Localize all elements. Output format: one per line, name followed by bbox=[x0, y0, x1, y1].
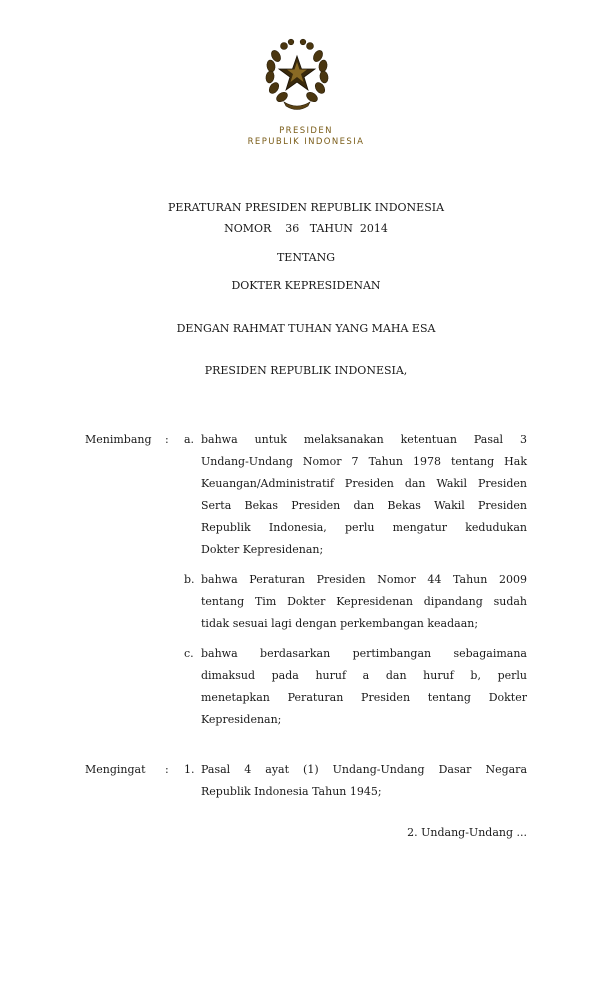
menimbang-item-c-marker: c. bbox=[184, 647, 194, 660]
menimbang-item-b-line: tentang Tim Dokter Kepresidenan dipandang sudah bbox=[201, 595, 527, 608]
menimbang-item-a-line: Serta Bekas Presiden dan Bekas Wakil Presiden bbox=[201, 499, 527, 512]
menimbang-item-c-line: bahwa berdasarkan pertimbangan sebagaimana bbox=[201, 647, 527, 660]
menimbang-item-b bbox=[201, 569, 527, 635]
menimbang-item-b-marker: b. bbox=[184, 573, 195, 586]
mengingat-colon: : bbox=[165, 763, 169, 776]
enacting-authority: PRESIDEN REPUBLIK INDONESIA, bbox=[204, 364, 408, 377]
regulation-subject: DOKTER KEPRESIDENAN bbox=[231, 279, 381, 292]
mengingat-item-1 bbox=[201, 759, 527, 803]
emblem-caption-presiden: PRESIDEN bbox=[279, 126, 333, 136]
mengingat-item-1-marker: 1. bbox=[184, 763, 195, 776]
regulation-tentang: TENTANG bbox=[276, 251, 336, 264]
menimbang-item-c-line: dimaksud pada huruf a dan huruf b, perlu bbox=[201, 669, 527, 682]
menimbang-item-b-line: tidak sesuai lagi dengan perkembangan keadaan; bbox=[201, 617, 479, 630]
emblem-caption-republik: REPUBLIK INDONESIA bbox=[247, 137, 365, 147]
menimbang-item-a-line: Undang-Undang Nomor 7 Tahun 1978 tentang Hak bbox=[201, 455, 527, 468]
mengingat-item-1-line: Pasal 4 ayat (1) Undang-Undang Dasar Negara bbox=[201, 763, 527, 776]
regulation-number: NOMOR 36 TAHUN 2014 bbox=[224, 222, 388, 235]
menimbang-item-a-line: Keuangan/Administratif Presiden dan Wakil Presiden bbox=[201, 477, 527, 490]
invocation: DENGAN RAHMAT TUHAN YANG MAHA ESA bbox=[176, 322, 436, 335]
garuda-star-emblem-icon bbox=[264, 36, 330, 110]
menimbang-item-a-line: Republik Indonesia, perlu mengatur kedudukan bbox=[201, 521, 527, 534]
menimbang-colon: : bbox=[165, 433, 169, 446]
menimbang-item-a bbox=[201, 429, 527, 561]
mengingat-label: Mengingat bbox=[85, 763, 146, 776]
menimbang-item-c-line: menetapkan Peraturan Presiden tentang Dokter bbox=[201, 691, 527, 704]
menimbang-item-c-line: Kepresidenan; bbox=[201, 713, 282, 726]
mengingat-item-1-line: Republik Indonesia Tahun 1945; bbox=[201, 785, 382, 798]
menimbang-item-c bbox=[201, 643, 527, 731]
menimbang-item-a-line: bahwa untuk melaksanakan ketentuan Pasal 3 bbox=[201, 433, 527, 446]
menimbang-item-a-marker: a. bbox=[184, 433, 195, 446]
page-continuation: 2. Undang-Undang ... bbox=[407, 826, 527, 839]
menimbang-item-b-line: bahwa Peraturan Presiden Nomor 44 Tahun 2009 bbox=[201, 573, 527, 586]
menimbang-label: Menimbang bbox=[85, 433, 152, 446]
regulation-title: PERATURAN PRESIDEN REPUBLIK INDONESIA bbox=[167, 201, 445, 214]
menimbang-item-a-line: Dokter Kepresidenan; bbox=[201, 543, 324, 556]
